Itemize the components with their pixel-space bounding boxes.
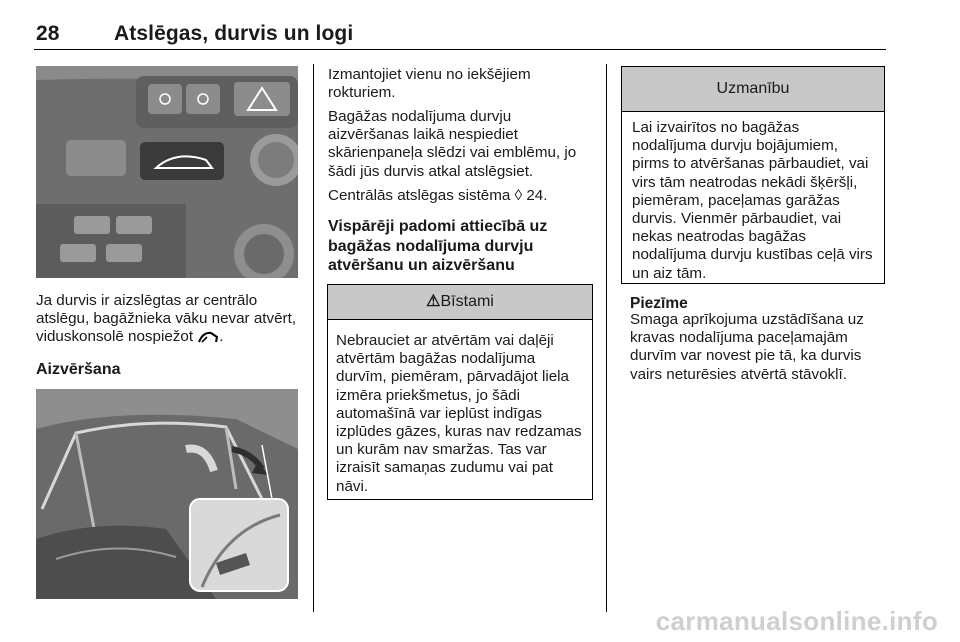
danger-box (327, 284, 593, 500)
page-ref-icon: ◊ (514, 187, 523, 204)
danger-header (328, 285, 592, 320)
tailgate-image (36, 389, 298, 599)
note-body: Smaga aprīkojuma uzstādīšana uz kravas nodalījuma paceļamajām durvīm var novest pie tā, ka durvis vairs neturēsies atvērtā stāvoklī. (630, 311, 864, 383)
section-heading-general-tips: Vispārēji padomi attiecībā uz bagāžas nodalījuma durvju atvēršanu un aizvēršanu (328, 218, 548, 274)
header-rule (34, 49, 886, 50)
console-buttons-illustration (36, 66, 298, 278)
paragraph-inner-handles: Izmantojiet vienu no iekšējiem rokturiem. (328, 66, 531, 102)
watermark: carmanualsonline.info (655, 606, 938, 636)
paragraph-emblem-warning: Bagāžas nodalījuma durvju aizvēršanas laikā nespiediet skārienpaneļa slēdzi vai emblēmu, jo šādi jūs durvis atkal atslēgsiet. (328, 108, 577, 180)
tailgate-icon (197, 330, 219, 344)
caption-paragraph (36, 292, 306, 347)
page-number: 28 (36, 22, 60, 45)
page-ref-number: 24. (526, 187, 548, 204)
warning-triangle-icon: ⚠ (426, 293, 441, 310)
note-title: Piezīme (630, 295, 688, 312)
section-heading-closing: Aizvēršana (36, 361, 121, 378)
caption-text: Ja durvis ir aizslēgtas ar centrālo atslēgu, bagāžnieka vāku nevar atvērt, viduskonsolē nospiežot (36, 292, 297, 346)
column-divider-2 (606, 64, 607, 612)
page-title: Atslēgas, durvis un logi (114, 22, 354, 45)
tailgate-illustration (36, 389, 298, 599)
console-buttons-image (36, 66, 298, 278)
caption-end: . (219, 328, 224, 346)
caution-box (621, 66, 885, 284)
danger-body: Nebrauciet ar atvērtām vai daļēji atvērtām bagāžas nodalījuma durvīm, piemēram, pārvadājot liela izmēra priekšmetus, jo šādi automašīnā var ieplūst indīgas izplūdes gāzes, kuras nav redzamas un kurām nav smaržas. Tas var izraisīt samaņas zudumu vai pat nāvi. (336, 332, 582, 495)
page-header (36, 22, 353, 46)
danger-title: Bīstami (440, 293, 494, 310)
caution-body: Lai izvairītos no bagāžas nodalījuma durvju bojājumiem, pirms to atvēršanas pārbaudiet, vai virs tām neatrodas nekādi šķēršļi, piemēram, paceļamas garāžas durvis. Vienmēr pārbaudiet, vai nekas neatrodas bagāžas nodalījuma durvju kustības ceļā virs un aiz tām. (632, 119, 873, 282)
caution-title: Uzmanību (622, 67, 884, 112)
ref-text: Centrālās atslēgas sistēma (328, 187, 511, 204)
paragraph-central-locking-ref (328, 187, 596, 205)
column-divider-1 (313, 64, 314, 612)
